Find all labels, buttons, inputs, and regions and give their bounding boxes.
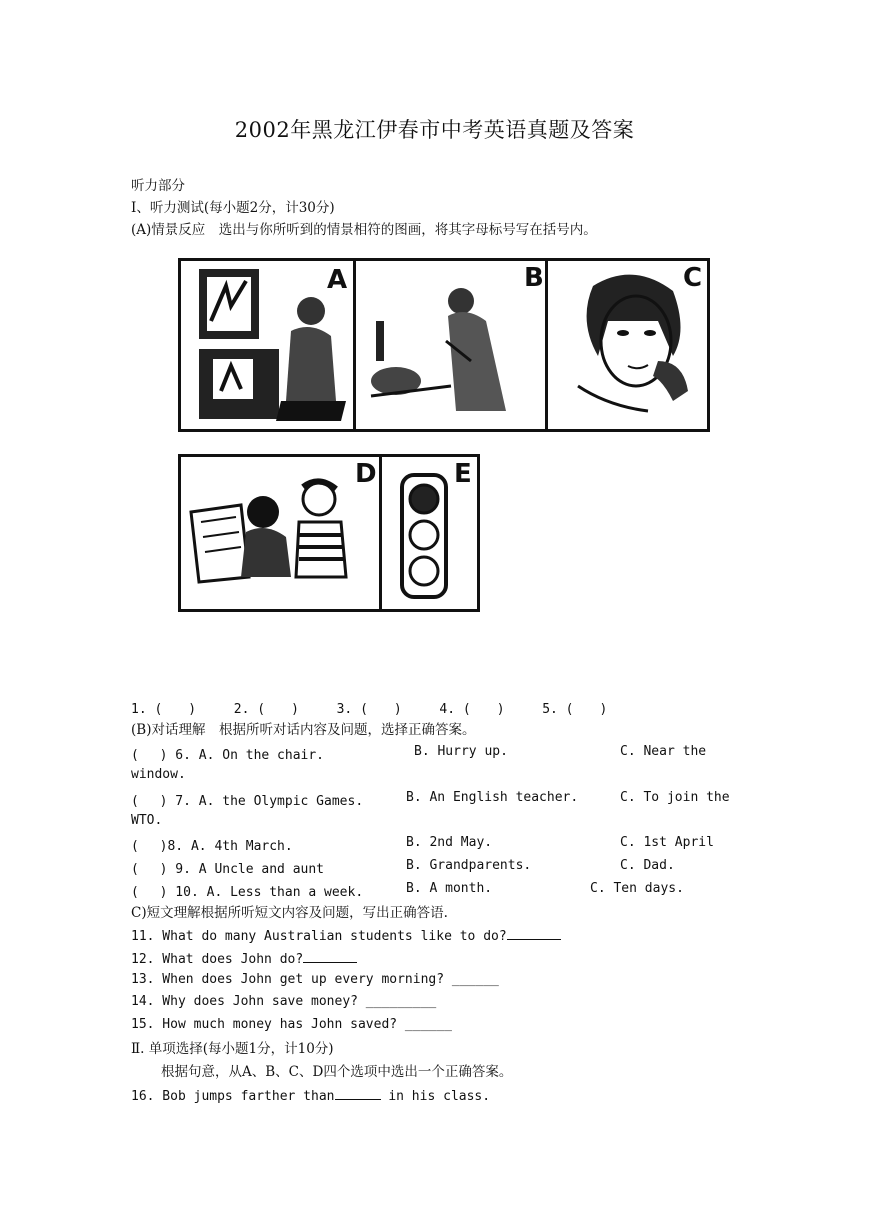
q10-option-c: C. Ten days.	[590, 881, 684, 896]
picture-e	[379, 454, 480, 612]
picture-d-illustration	[181, 457, 379, 609]
picture-b	[353, 258, 548, 432]
partC-heading: C)短文理解根据所听短文内容及问题，写出正确答语.	[131, 905, 448, 921]
page-title: 2002年黑龙江伊春市中考英语真题及答案	[234, 118, 635, 142]
picture-b-letter: B	[524, 263, 544, 293]
q6-option-c: C. Near the	[620, 744, 707, 759]
answer-blank-1[interactable]: 1. ( )	[131, 702, 197, 717]
answer-blank-3[interactable]: 3. ( )	[336, 702, 402, 717]
q11-answer-blank[interactable]	[507, 926, 561, 940]
q7-option-b: B. An English teacher.	[406, 790, 579, 805]
q7-continued: WTO.	[131, 813, 163, 828]
picture-a-letter: A	[327, 265, 348, 295]
picture-d-letter: D	[355, 459, 377, 489]
q9-option-b: B. Grandparents.	[406, 858, 532, 873]
part2-instruction: 根据句意，从A、B、C、D四个选项中选出一个正确答案。	[161, 1064, 513, 1080]
q8-stem: ( )8. A. 4th March.	[131, 839, 293, 854]
picture-c-letter: C	[683, 263, 703, 293]
picture-e-letter: E	[454, 459, 472, 489]
q13: 13. When does John get up every morning? ______	[131, 972, 499, 987]
q11-text: 11. What do many Australian students like to do?	[131, 929, 507, 944]
q10-option-b: B. A month.	[406, 881, 493, 896]
picture-b-illustration	[356, 261, 545, 429]
q7-stem: ( ) 7. A. the Olympic Games.	[131, 794, 364, 809]
q10-stem: ( ) 10. A. Less than a week.	[131, 885, 364, 900]
q7-option-c: C. To join the	[620, 790, 730, 805]
q9-option-c: C. Dad.	[620, 858, 675, 873]
q6-continued: window.	[131, 767, 186, 782]
q16-answer-blank[interactable]	[335, 1086, 381, 1100]
q12-answer-blank[interactable]	[303, 949, 357, 963]
q9-stem: ( ) 9. A Uncle and aunt	[131, 862, 325, 877]
answer-blank-5[interactable]: 5. ( )	[542, 702, 608, 717]
q8-option-c: C. 1st April	[620, 835, 714, 850]
partA-heading: (A)情景反应 选出与你所听到的情景相符的图画，将其字母标号写在括号内。	[131, 222, 597, 238]
q8-option-b: B. 2nd May.	[406, 835, 493, 850]
picture-c	[545, 258, 710, 432]
q15: 15. How much money has John saved? ______	[131, 1017, 452, 1032]
picture-d	[178, 454, 382, 612]
q11	[131, 926, 561, 944]
picture-a	[178, 258, 356, 432]
q16	[131, 1086, 490, 1104]
q16-text-before: 16. Bob jumps farther than	[131, 1089, 335, 1104]
q6-option-b: B. Hurry up.	[414, 744, 508, 759]
q16-text-after: in his class.	[380, 1089, 491, 1104]
section-listening: 听力部分	[131, 178, 185, 194]
part2-heading: Ⅱ. 单项选择(每小题1分，计10分)	[131, 1041, 334, 1057]
partB-heading: (B)对话理解 根据所听对话内容及问题，选择正确答案。	[131, 722, 476, 738]
part1-heading: I、听力测试(每小题2分，计30分)	[131, 200, 335, 216]
answer-blank-2[interactable]: 2. ( )	[233, 702, 299, 717]
q12	[131, 949, 357, 967]
answer-blank-4[interactable]: 4. ( )	[439, 702, 505, 717]
answer-row	[131, 698, 607, 717]
q12-text: 12. What does John do?	[131, 952, 304, 967]
q14: 14. Why does John save money? _________	[131, 994, 437, 1009]
q6-stem: ( ) 6. A. On the chair.	[131, 748, 325, 763]
